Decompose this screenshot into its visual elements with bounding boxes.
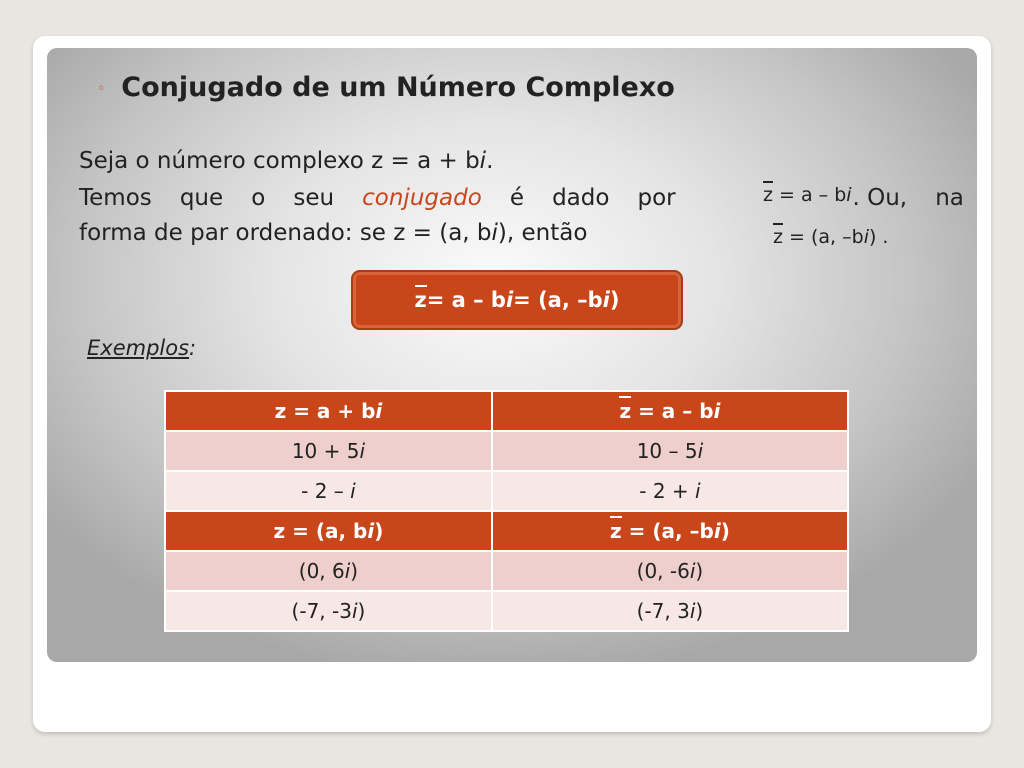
conjugado-word: conjugado [362, 185, 482, 211]
bullet-circle-icon: ◦ [97, 80, 106, 97]
table-cell: (0, 6i) [165, 551, 492, 591]
word: dado [552, 185, 610, 211]
word: por [637, 185, 676, 211]
table-row [165, 591, 848, 631]
intro-line-3-text: forma de par ordenado: se z = (a, b [79, 220, 492, 246]
word: o [251, 185, 266, 211]
title-row [97, 72, 675, 103]
examples-label [87, 336, 196, 360]
slide [47, 48, 977, 662]
formula-text: = a – b [426, 288, 506, 312]
intro-line-3-end: ), então [497, 220, 588, 246]
z-bar: z [773, 226, 783, 248]
inline-pair-formula [773, 226, 888, 248]
formula-text: = (a, –b [513, 288, 603, 312]
table-cell: (0, -6i) [492, 551, 848, 591]
word: Temos [79, 185, 152, 211]
table-header-cell: z = a – bi [492, 391, 848, 431]
formula-i: i [846, 184, 852, 206]
table-cell: 10 + 5i [165, 431, 492, 471]
word: seu [293, 185, 335, 211]
formula-end: ) . [868, 226, 889, 248]
table-header-row [165, 511, 848, 551]
formula-text: = a – b [772, 184, 847, 206]
table-header-cell: z = (a, –bi) [492, 511, 848, 551]
intro-line-1-i: i [479, 148, 487, 174]
intro-line-1 [79, 148, 493, 174]
examples-table [164, 390, 849, 632]
formula-i: i [505, 288, 514, 312]
main-formula-box [351, 270, 683, 330]
table-cell: - 2 – i [165, 471, 492, 511]
intro-line-1-text: Seja o número complexo z = a + b [79, 148, 480, 174]
slide-title: Conjugado de um Número Complexo [121, 72, 675, 103]
examples-text: Exemplos [87, 336, 190, 360]
word: . Ou, [852, 185, 908, 211]
intro-line-1-end: . [486, 148, 494, 174]
examples-colon: : [189, 336, 197, 360]
intro-line-3 [79, 220, 587, 246]
word: é [509, 185, 524, 211]
table-cell: 10 – 5i [492, 431, 848, 471]
z-bar: z [763, 184, 773, 206]
table-header-cell: z = a + bi [165, 391, 492, 431]
inline-conjugate-formula [763, 184, 852, 206]
formula-end: ) [609, 288, 620, 312]
formula-i: i [863, 226, 869, 248]
table-header-row [165, 391, 848, 431]
table-row [165, 471, 848, 511]
table-row [165, 551, 848, 591]
word: que [179, 185, 224, 211]
formula-text: = (a, –b [782, 226, 864, 248]
word: na [935, 185, 964, 211]
table-header-cell: z = (a, bi) [165, 511, 492, 551]
table-cell: (-7, -3i) [165, 591, 492, 631]
formula-i: i [602, 288, 610, 312]
table-cell: (-7, 3i) [492, 591, 848, 631]
table-row [165, 431, 848, 471]
intro-line-3-i: i [491, 220, 498, 246]
z-bar: z [414, 288, 427, 312]
table-cell: - 2 + i [492, 471, 848, 511]
